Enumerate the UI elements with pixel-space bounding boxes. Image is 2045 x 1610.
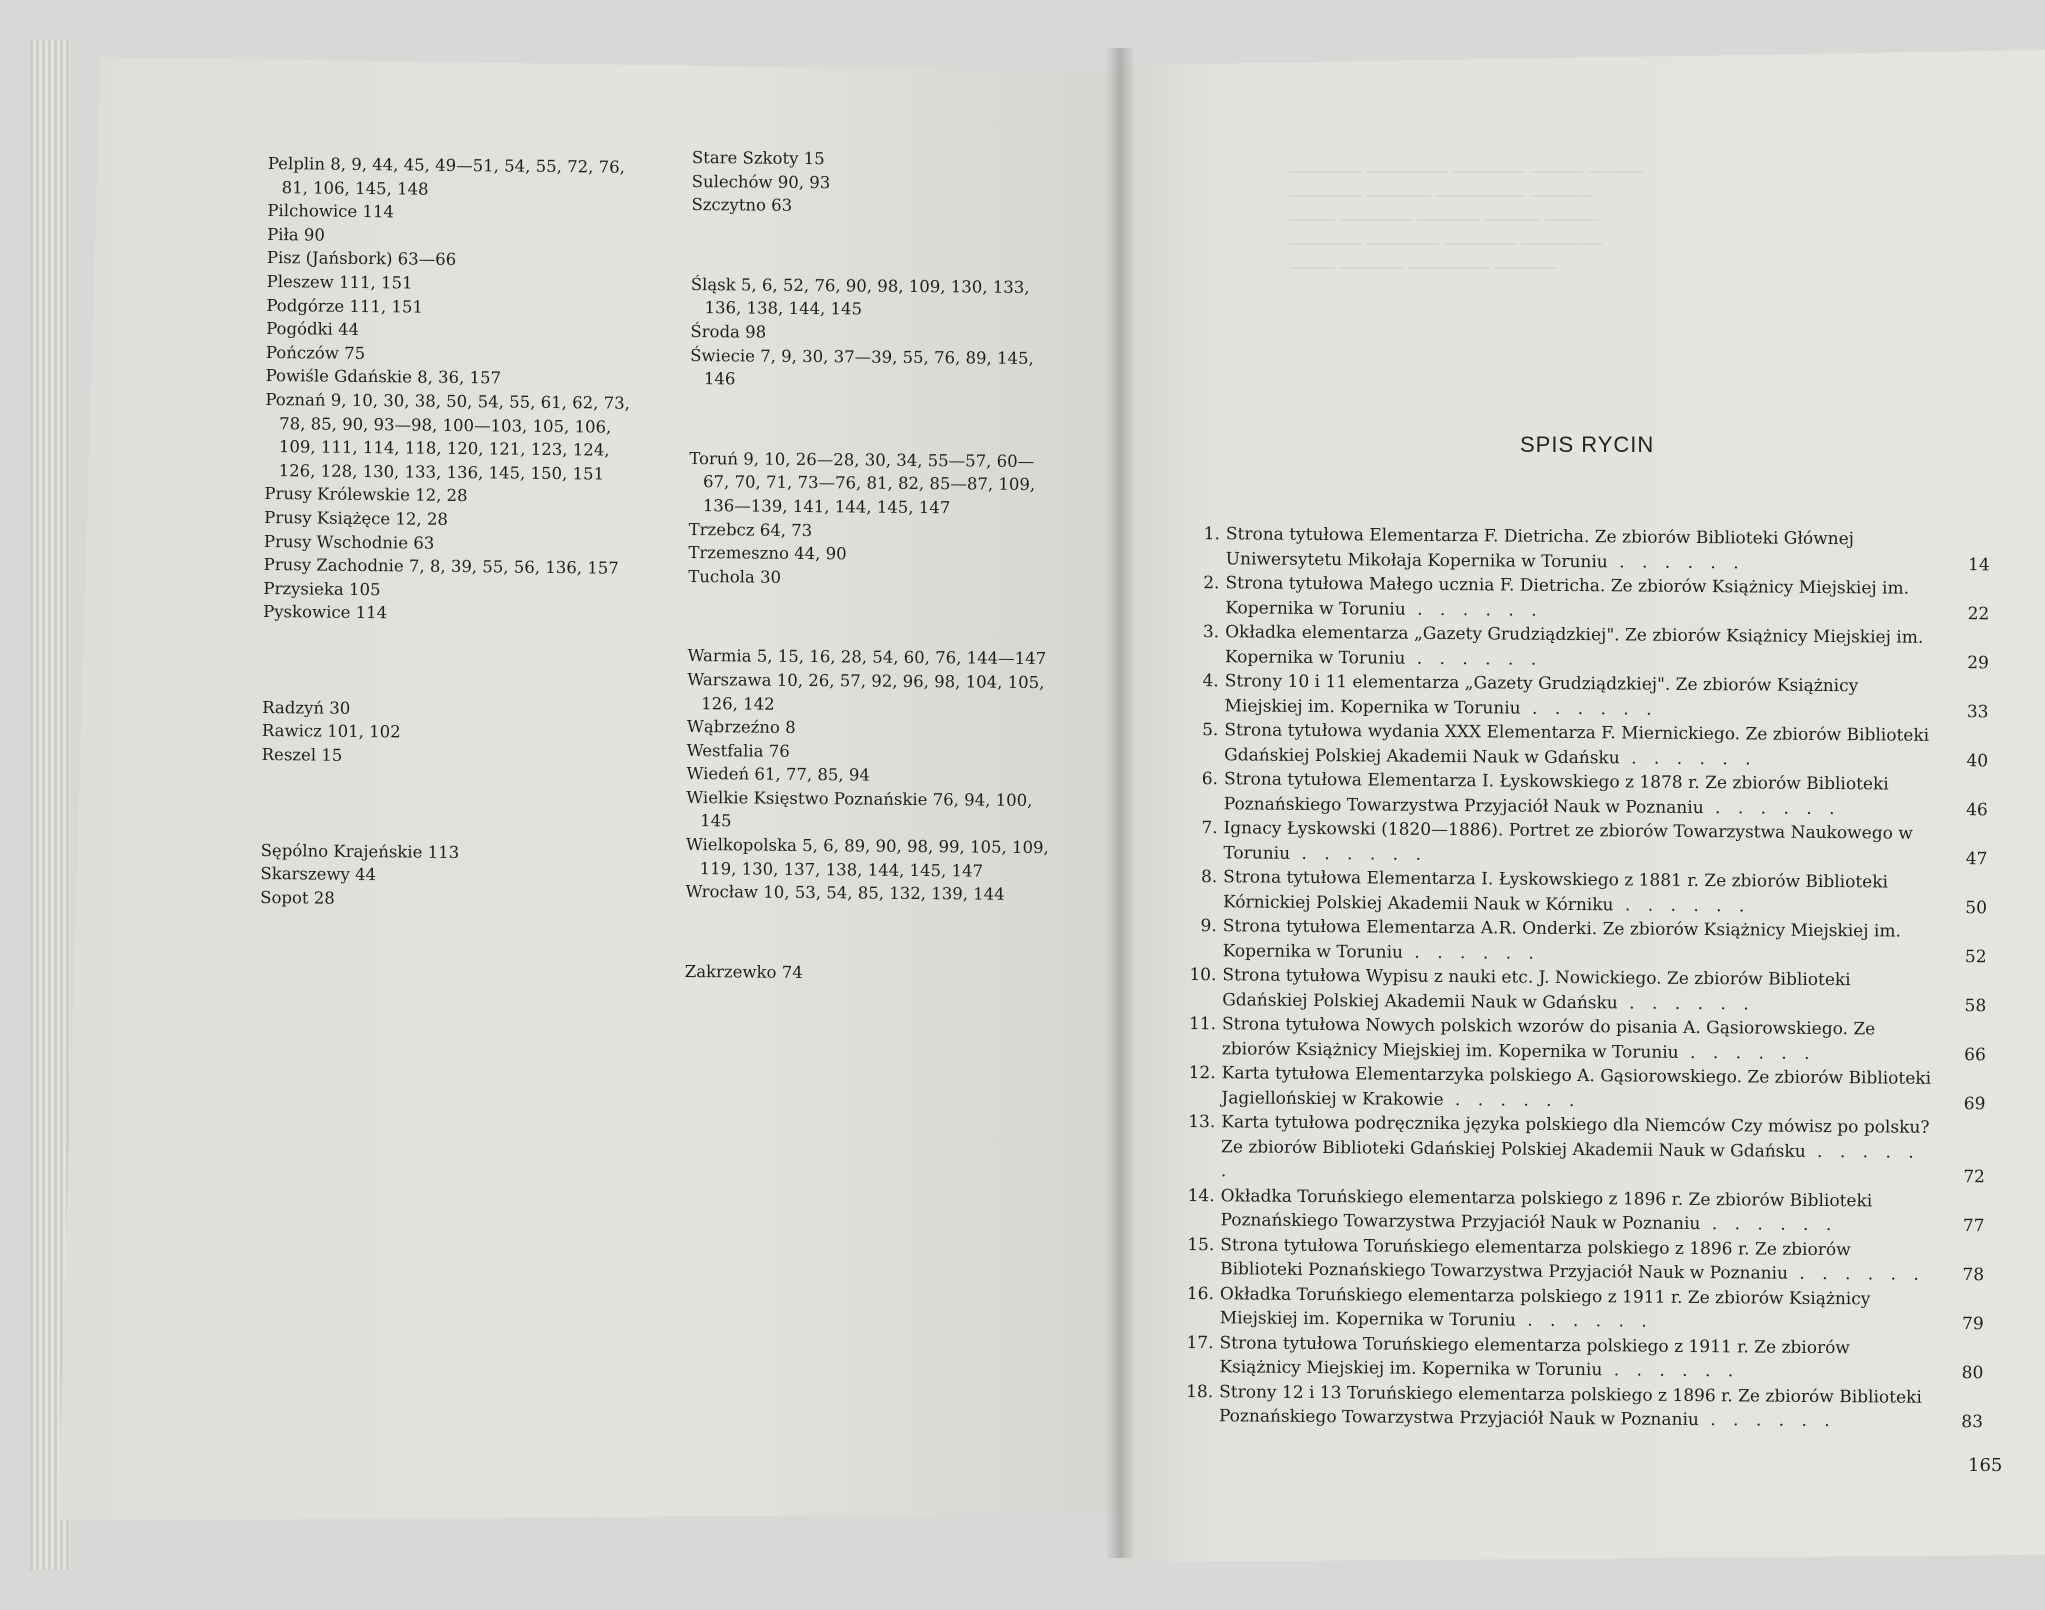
index-entry: Prusy Książęce 12, 28 [264, 507, 449, 529]
leader-dots: . . . . . . [1607, 551, 1745, 573]
figure-list-item [1187, 816, 1987, 871]
figure-caption: Strona tytułowa Elementarza A.R. Onderki. Ze zbiorów Książnicy Miejskiej im. Kopernika w Toruniu [1222, 916, 1901, 963]
index-entry: Prusy Zachodnie 7, 8, 39, 55, 56, 136, 157 [263, 555, 619, 578]
figure-page: 66 [1964, 1044, 1986, 1065]
figure-page: 52 [1964, 946, 1987, 967]
figure-caption: Okładka Toruńskiego elementarza polskiego z 1911 r. Ze zbiorów Książnicy Miejskiej im. Kopernika w Toruniu [1219, 1283, 1871, 1331]
figure-list-item [1185, 1110, 1986, 1190]
figure-number: 7. [1201, 818, 1218, 839]
index-entry: Toruń 9, 10, 26—28, 30, 34, 55—57, 60—67, 70, 71, 73—76, 81, 82, 85—87, 109, 136—139, 141, 144, 145, 147 [689, 448, 1036, 518]
leader-dots: . . . . . . [1520, 698, 1658, 720]
figure-page: 78 [1962, 1265, 1985, 1286]
figure-page: 72 [1963, 1167, 1985, 1188]
index-entry: Świecie 7, 9, 30, 37—39, 55, 76, 89, 145, 146 [690, 345, 1034, 389]
figure-list-item [1183, 1379, 1983, 1434]
figure-page: 22 [1967, 603, 1990, 624]
index-entry: Stare Szkoty 15 [691, 147, 825, 169]
leader-dots: . . . . . . [1515, 1310, 1653, 1332]
leader-dots: . . . . . . [1787, 1263, 1925, 1285]
index-entry: Prusy Wschodnie 63 [263, 531, 435, 553]
leader-dots: . . . . . . [1443, 1089, 1581, 1111]
figure-caption: Karta tytułowa podręcznika języka polskiego dla Niemców Czy mówisz po polsku? Ze zbiorów Biblioteki Gdańskiej Polskiej Akademii Nauk w Gdańsku [1221, 1112, 1930, 1162]
index-entry: Wiedeń 61, 77, 85, 94 [686, 764, 870, 785]
figure-caption: Strona tytułowa Elementarza I. Łyskowskiego z 1878 r. Ze zbiorów Biblioteki Poznańskiego Towarzystwa Przyjaciół Nauk w Poznaniu [1223, 769, 1889, 818]
index-entry: Prusy Królewskie 12, 28 [264, 484, 468, 506]
index-entry: Westfalia 76 [686, 740, 790, 761]
figure-list-item [1187, 914, 1987, 969]
figure-list-item [1189, 620, 1989, 675]
leader-dots: . . . . . . [1678, 1042, 1816, 1064]
figure-number: 18. [1186, 1381, 1214, 1402]
figure-number: 10. [1189, 965, 1217, 986]
leader-dots: . . . . . . [1602, 1360, 1740, 1382]
index-entry: Środa 98 [690, 321, 767, 342]
page-title: SPIS RYCIN [1520, 432, 1655, 457]
figure-list-item [1185, 1061, 1985, 1116]
figure-list-item [1184, 1281, 1984, 1336]
figure-page: 80 [1961, 1363, 1984, 1384]
bleed-through-text: ──────── ───────── ──────── ────── ────── ──────── ─────── ────────── ─────── ───── ──────── ─────── ────── ────── ──────── ──────── ──────── ───────── ───── ─────── ───────── ─────── [1290, 163, 1644, 277]
index-entry: Wielkie Księstwo Poznańskie 76, 94, 100, 145 [686, 787, 1033, 831]
index-entry: Pleszew 111, 151 [266, 271, 413, 293]
index-entry: Warmia 5, 15, 16, 28, 54, 60, 76, 144—147 [687, 646, 1047, 669]
index-column-2 [685, 146, 1062, 987]
figure-caption: Strony 12 i 13 Toruńskiego elementarza polskiego z 1896 r. Ze zbiorów Biblioteki Poznańskiego Towarzystwa Przyjaciół Nauk w Poznaniu [1218, 1381, 1922, 1431]
figure-caption: Strona tytułowa Elementarza F. Dietricha. Ze zbiorów Biblioteki Głównej Uniwersytetu Mikołaja Kopernika w Toruniu [1225, 524, 1855, 572]
page-number: 165 [1968, 1455, 2003, 1476]
index-entry: Wąbrzeźno 8 [686, 717, 796, 738]
index-entry: Reszel 15 [261, 745, 343, 765]
figure-page: 69 [1963, 1093, 1986, 1114]
leader-dots: . . . . . . [1619, 747, 1757, 769]
figure-list [1183, 522, 1990, 1435]
figure-caption: Strona tytułowa Toruńskiego elementarza polskiego z 1911 r. Ze zbiorów Książnicy Miejskiej im. Kopernika w Toruniu [1219, 1332, 1850, 1381]
index-entry: Trzemeszno 44, 90 [688, 543, 847, 564]
index-entry: Pończów 75 [265, 342, 366, 363]
figure-list-item [1188, 669, 1988, 724]
leader-dots: . . . . . . [1700, 1214, 1838, 1236]
figure-list-item [1189, 571, 1989, 626]
figure-number: 12. [1188, 1063, 1216, 1084]
figure-number: 3. [1202, 622, 1220, 643]
leader-dots: . . . . . . [1613, 894, 1751, 916]
figure-caption: Strony 10 i 11 elementarza „Gazety Grudziądzkiej". Ze zbiorów Książnicy Miejskiej im. Kopernika w Toruniu [1224, 671, 1859, 719]
index-entry: Pogódki 44 [266, 319, 360, 340]
figure-number: 15. [1187, 1234, 1215, 1255]
index-entry: Warszawa 10, 26, 57, 92, 96, 98, 104, 105, 126, 142 [687, 669, 1045, 714]
figure-page: 50 [1965, 897, 1988, 918]
index-entry: Sulechów 90, 93 [691, 171, 831, 192]
figure-caption: Strona tytułowa Małego ucznia F. Dietricha. Ze zbiorów Książnicy Miejskiej im. Kopernika w Toruniu [1225, 573, 1910, 620]
index-entry: Sępólno Krajeńskie 113 [260, 840, 460, 862]
index-entry: Poznań 9, 10, 30, 38, 50, 54, 55, 61, 62, 73, 78, 85, 90, 93—98, 100—103, 105, 106, 109, 111, 114, 118, 120, 121, 123, 124, 126, 128, 130, 133, 136, 145, 150, 151 [265, 389, 631, 484]
index-entry: Powiśle Gdańskie 8, 36, 157 [265, 366, 502, 388]
leader-dots: . . . . . . [1220, 1141, 1920, 1182]
figure-number: 9. [1200, 916, 1217, 937]
figure-page: 46 [1966, 799, 1988, 820]
figure-number: 2. [1203, 573, 1220, 594]
index-entry: Tuchola 30 [688, 566, 782, 587]
index-entry: Śląsk 5, 6, 52, 76, 90, 98, 109, 130, 133, 136, 138, 144, 145 [690, 274, 1030, 319]
figure-number: 6. [1201, 769, 1219, 790]
figure-list-item [1186, 1012, 1986, 1067]
figure-number: 8. [1200, 867, 1218, 888]
index-entry: Skarszewy 44 [260, 864, 377, 885]
figure-number: 5. [1202, 720, 1219, 741]
index-entry: Wrocław 10, 53, 54, 85, 132, 139, 144 [685, 882, 1005, 905]
figure-caption: Okładka Toruńskiego elementarza polskiego z 1896 r. Ze zbiorów Biblioteki Poznańskiego Towarzystwa Przyjaciół Nauk w Poznaniu [1220, 1185, 1873, 1235]
index-entry: Sopot 28 [260, 887, 335, 908]
figure-caption: Okładka elementarza „Gazety Grudziądzkiej". Ze zbiorów Książnicy Miejskiej im. Kopernika w Toruniu [1224, 622, 1924, 669]
leader-dots: . . . . . . [1402, 942, 1540, 964]
figure-caption: Strona tytułowa Toruńskiego elementarza polskiego z 1896 r. Ze zbiorów Biblioteki Poznańskiego Towarzystwa Przyjaciół Nauk w Poznaniu [1220, 1234, 1851, 1284]
leader-dots: . . . . . . [1703, 797, 1841, 819]
figure-number: 13. [1188, 1112, 1216, 1133]
figure-list-item [1184, 1183, 1984, 1238]
index-entry: Szczytno 63 [691, 195, 793, 216]
figure-number: 17. [1186, 1332, 1214, 1353]
leader-dots: . . . . . . [1405, 648, 1543, 670]
index-entry: Trzebcz 64, 73 [688, 519, 813, 540]
book-gutter [1105, 48, 1135, 1558]
index-column-1 [260, 152, 638, 913]
figure-list-item [1183, 1330, 1983, 1385]
leader-dots: . . . . . . [1617, 992, 1755, 1014]
figure-page: 58 [1964, 995, 1987, 1016]
index-entry: Piła 90 [267, 224, 326, 245]
figure-number: 1. [1203, 524, 1220, 545]
figure-number: 4. [1202, 671, 1219, 692]
figure-caption: Strona tytułowa Nowych polskich wzorów do pisania A. Gąsiorowskiego. Ze zbiorów Książnicy Miejskiej im. Kopernika w Toruniu [1221, 1014, 1876, 1063]
figure-list-item [1186, 963, 1986, 1018]
index-entry: Pelplin 8, 9, 44, 45, 49—51, 54, 55, 72, 76, 81, 106, 145, 148 [267, 153, 625, 199]
index-entry: Pisz (Jańsbork) 63—66 [266, 248, 457, 270]
leader-dots: . . . . . . [1698, 1410, 1836, 1432]
figure-caption: Strona tytułowa Elementarza I. Łyskowskiego z 1881 r. Ze zbiorów Biblioteki Kórnickiej Polskiej Akademii Nauk w Kórniku [1222, 867, 1889, 915]
index-entry: Wielkopolska 5, 6, 89, 90, 98, 99, 105, 109, 119, 130, 137, 138, 144, 145, 147 [685, 835, 1049, 881]
figure-list-item [1188, 767, 1988, 822]
figure-caption: Karta tytułowa Elementarzyka polskiego A. Gąsiorowskiego. Ze zbiorów Biblioteki Jagiellońskiej w Krakowie [1221, 1063, 1932, 1110]
figure-caption: Ignacy Łyskowski (1820—1886). Portret ze zbiorów Towarzystwa Naukowego w Toruniu [1223, 818, 1913, 864]
figure-caption: Strona tytułowa wydania XXX Elementarza F. Miernickiego. Ze zbiorów Biblioteki Gdańskiej Polskiej Akademii Nauk w Gdańsku [1224, 720, 1930, 768]
figure-page: 40 [1966, 750, 1989, 771]
index-entry: Rawicz 101, 102 [261, 721, 401, 742]
index-entry: Pyskowice 114 [263, 602, 388, 623]
figure-number: 16. [1186, 1283, 1215, 1304]
index-entry: Podgórze 111, 151 [266, 295, 423, 317]
figure-number: 14. [1187, 1185, 1215, 1206]
figure-page: 14 [1967, 554, 1990, 575]
figure-list-item [1190, 522, 1990, 577]
figure-list-item [1184, 1232, 1984, 1287]
index-entry: Radzyń 30 [262, 697, 351, 718]
figure-page: 79 [1962, 1314, 1984, 1335]
index-entry: Przysieka 105 [263, 578, 381, 599]
figure-page: 77 [1962, 1216, 1985, 1237]
figure-list-item [1188, 718, 1988, 773]
figure-page: 47 [1965, 848, 1988, 869]
figure-caption: Strona tytułowa Wypisu z nauki etc. J. Nowickiego. Ze zbiorów Biblioteki Gdańskiej Polskiej Akademii Nauk w Gdańsku [1222, 965, 1851, 1013]
index-entry: Zakrzewko 74 [684, 961, 803, 982]
leader-dots: . . . . . . [1289, 843, 1428, 865]
figure-page: 29 [1967, 652, 1989, 673]
leader-dots: . . . . . . [1405, 599, 1543, 621]
figure-page: 33 [1966, 701, 1989, 722]
figure-list-item [1187, 865, 1987, 920]
index-entry: Pilchowice 114 [267, 201, 395, 222]
figure-page: 83 [1961, 1412, 1984, 1433]
figure-number: 11. [1188, 1014, 1217, 1035]
